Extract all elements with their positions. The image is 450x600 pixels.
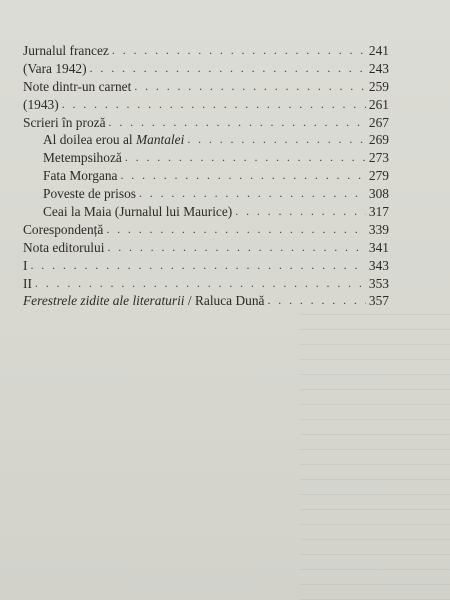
toc-entry-page: 243 [368,60,389,76]
toc-entry-corespondenta [23,221,389,239]
toc-entry-page: 341 [368,239,389,255]
toc-entry-page: 261 [368,96,389,112]
leader-dots [90,60,366,78]
leader-dots [125,149,366,167]
toc-entry-page: 269 [368,132,389,148]
toc-entry-1943 [23,96,389,114]
toc-entry-scrieri-in-proza [23,114,389,132]
toc-entry-page: 241 [368,43,389,58]
leader-dots [235,203,366,221]
toc-entry-i [23,257,389,275]
toc-entry-title-suffix: / Raluca Dună [184,293,265,309]
leader-dots [106,221,366,239]
toc-entry-title: Corespondență [23,221,104,237]
toc-entry-title: II [23,275,32,291]
toc-entry-title [43,131,184,149]
toc-entry-title: Scrieri în proză [23,114,106,130]
toc-entry-note-dintr-un-carnet [23,78,389,96]
leader-dots [107,239,365,257]
toc-entry-title: Metempsihoză [43,150,122,166]
toc-entry-page: 273 [368,150,389,166]
toc-entry-title-italic: Ferestrele zidite ale literaturii [23,293,185,309]
toc-entry-vara-1942 [23,60,389,78]
toc-entry-title: Fata Morgana [43,168,118,184]
toc-entry-title: Poveste de prisos [43,186,136,202]
leader-dots [109,114,366,132]
leader-dots [62,96,366,114]
toc-entry-title: I [23,257,28,273]
toc-entry-page: 343 [368,257,389,273]
toc-entry-page: 317 [368,204,389,220]
toc-entry-title-prefix: Al doilea erou al [43,132,136,148]
toc-entry-title: (1943) [23,96,59,112]
toc-entry-page: 357 [368,293,389,309]
toc-entry-title: (Vara 1942) [23,60,87,76]
toc-entry-nota-editorului [23,239,389,257]
toc-entry-title: Nota editorului [23,239,105,255]
toc-entry-jurnalul-francez [23,42,389,60]
toc-entry-title [23,292,264,310]
toc-entry-page: 259 [368,78,389,94]
leader-dots [187,131,366,149]
table-of-contents [23,42,389,310]
bleed-through-text [300,300,450,600]
toc-entry-ii [23,275,389,293]
toc-entry-page: 339 [368,221,389,237]
toc-entry-metempsihoza [23,149,389,167]
leader-dots [121,167,366,185]
toc-entry-title-italic: Mantalei [135,132,185,148]
toc-entry-ferestrele-zidite [23,292,389,310]
toc-entry-page: 267 [368,114,389,130]
leader-dots [139,185,366,203]
toc-entry-page: 353 [368,275,389,291]
leader-dots [35,275,366,293]
leader-dots [112,42,366,60]
toc-entry-al-doilea-erou [23,131,389,149]
leader-dots [30,257,365,275]
toc-entry-page: 279 [368,168,389,184]
toc-entry-ceai-la-maia [23,203,389,221]
toc-entry-title: Jurnalul francez [23,43,109,58]
toc-entry-poveste-de-prisos [23,185,389,203]
leader-dots [134,78,366,96]
toc-entry-title: Ceai la Maia (Jurnalul lui Maurice) [43,204,233,220]
toc-entry-fata-morgana [23,167,389,185]
toc-entry-page: 308 [368,186,389,202]
toc-entry-title: Note dintr-un carnet [23,78,132,94]
leader-dots [267,292,365,310]
